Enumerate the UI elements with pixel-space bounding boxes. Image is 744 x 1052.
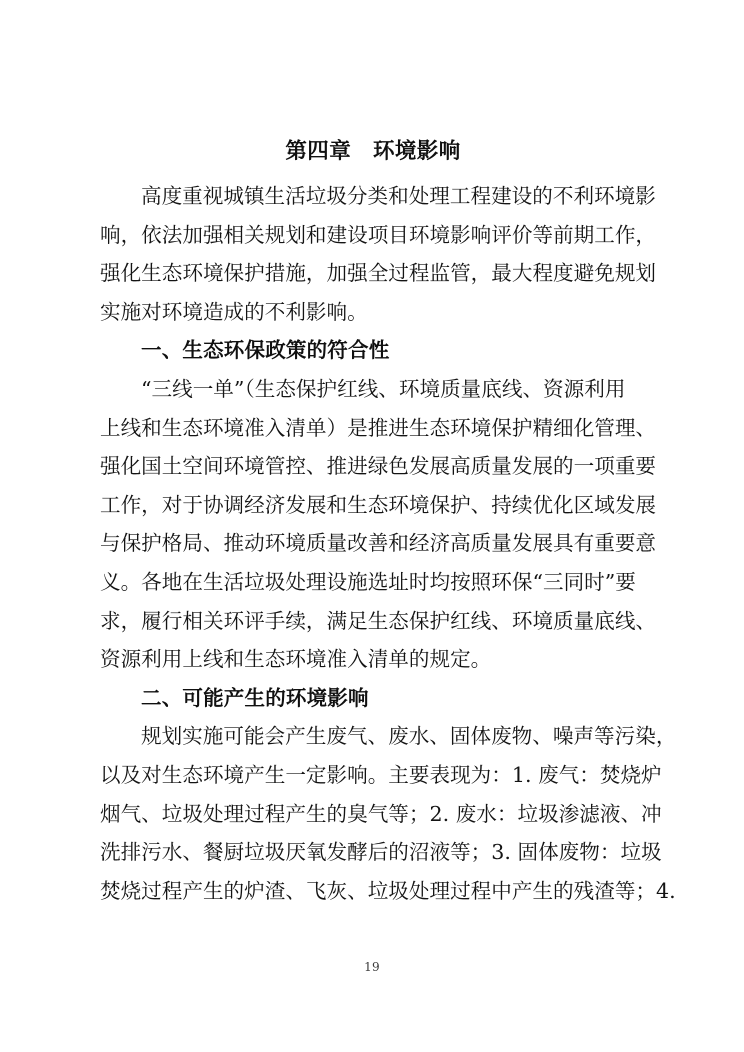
paragraph-line: 高度重视城镇生活垃圾分类和处理工程建设的不利环境影 xyxy=(141,184,656,208)
paragraph-section-1 xyxy=(100,370,657,679)
paragraph-line: 焚烧过程产生的炉渣、飞灰、垃圾处理过程中产生的残渣等；4. xyxy=(100,878,676,903)
paragraph-line: 与保护格局、推动环境质量改善和经济高质量发展具有重要意 xyxy=(100,531,657,556)
paragraph-line: 烟气、垃圾处理过程产生的臭气等；2. 废水：垃圾渗滤液、冲 xyxy=(100,801,662,826)
section-heading-1: 一、生态环保政策的符合性 xyxy=(141,338,390,363)
paragraph-line: 资源利用上线和生态环境准入清单的规定。 xyxy=(100,647,492,672)
paragraph-line: 响，依法加强相关规划和建设项目环境影响评价等前期工作， xyxy=(100,222,657,247)
paragraph-line: 以及对生态环境产生一定影响。主要表现为：1. 废气：焚烧炉 xyxy=(100,762,662,787)
paragraph-line: 求，履行相关环评手续，满足生态保护红线、环境质量底线、 xyxy=(100,608,657,633)
paragraph-line: 工作，对于协调经济发展和生态环境保护、持续优化区域发展 xyxy=(100,492,657,517)
paragraph-line: 规划实施可能会产生废气、废水、固体废物、噪声等污染， xyxy=(141,724,677,749)
paragraph-intro xyxy=(100,177,657,331)
section-heading-2: 二、可能产生的环境影响 xyxy=(141,685,369,710)
paragraph-line: 义。各地在生活垃圾处理设施选址时均按照环保“三同时”要 xyxy=(100,569,636,594)
paragraph-line: 上线和生态环境准入清单）是推进生态环境保护精细化管理、 xyxy=(100,415,657,440)
page-content xyxy=(100,133,677,910)
paragraph-line: 洗排污水、餐厨垃圾厌氧发酵后的沼液等；3. 固体废物：垃圾 xyxy=(100,840,662,865)
paragraph-section-2 xyxy=(100,717,677,910)
paragraph-line: 实施对环境造成的不利影响。 xyxy=(100,299,368,324)
paragraph-line: 强化国土空间环境管控、推进绿色发展高质量发展的一项重要 xyxy=(100,454,657,479)
chapter-title: 第四章 环境影响 xyxy=(285,139,461,164)
paragraph-line: 强化生态环境保护措施，加强全过程监管，最大程度避免规划 xyxy=(100,261,657,286)
page-number: 19 xyxy=(364,960,380,974)
paragraph-line: “三线一单”（生态保护红线、环境质量底线、资源利用 xyxy=(141,376,626,401)
